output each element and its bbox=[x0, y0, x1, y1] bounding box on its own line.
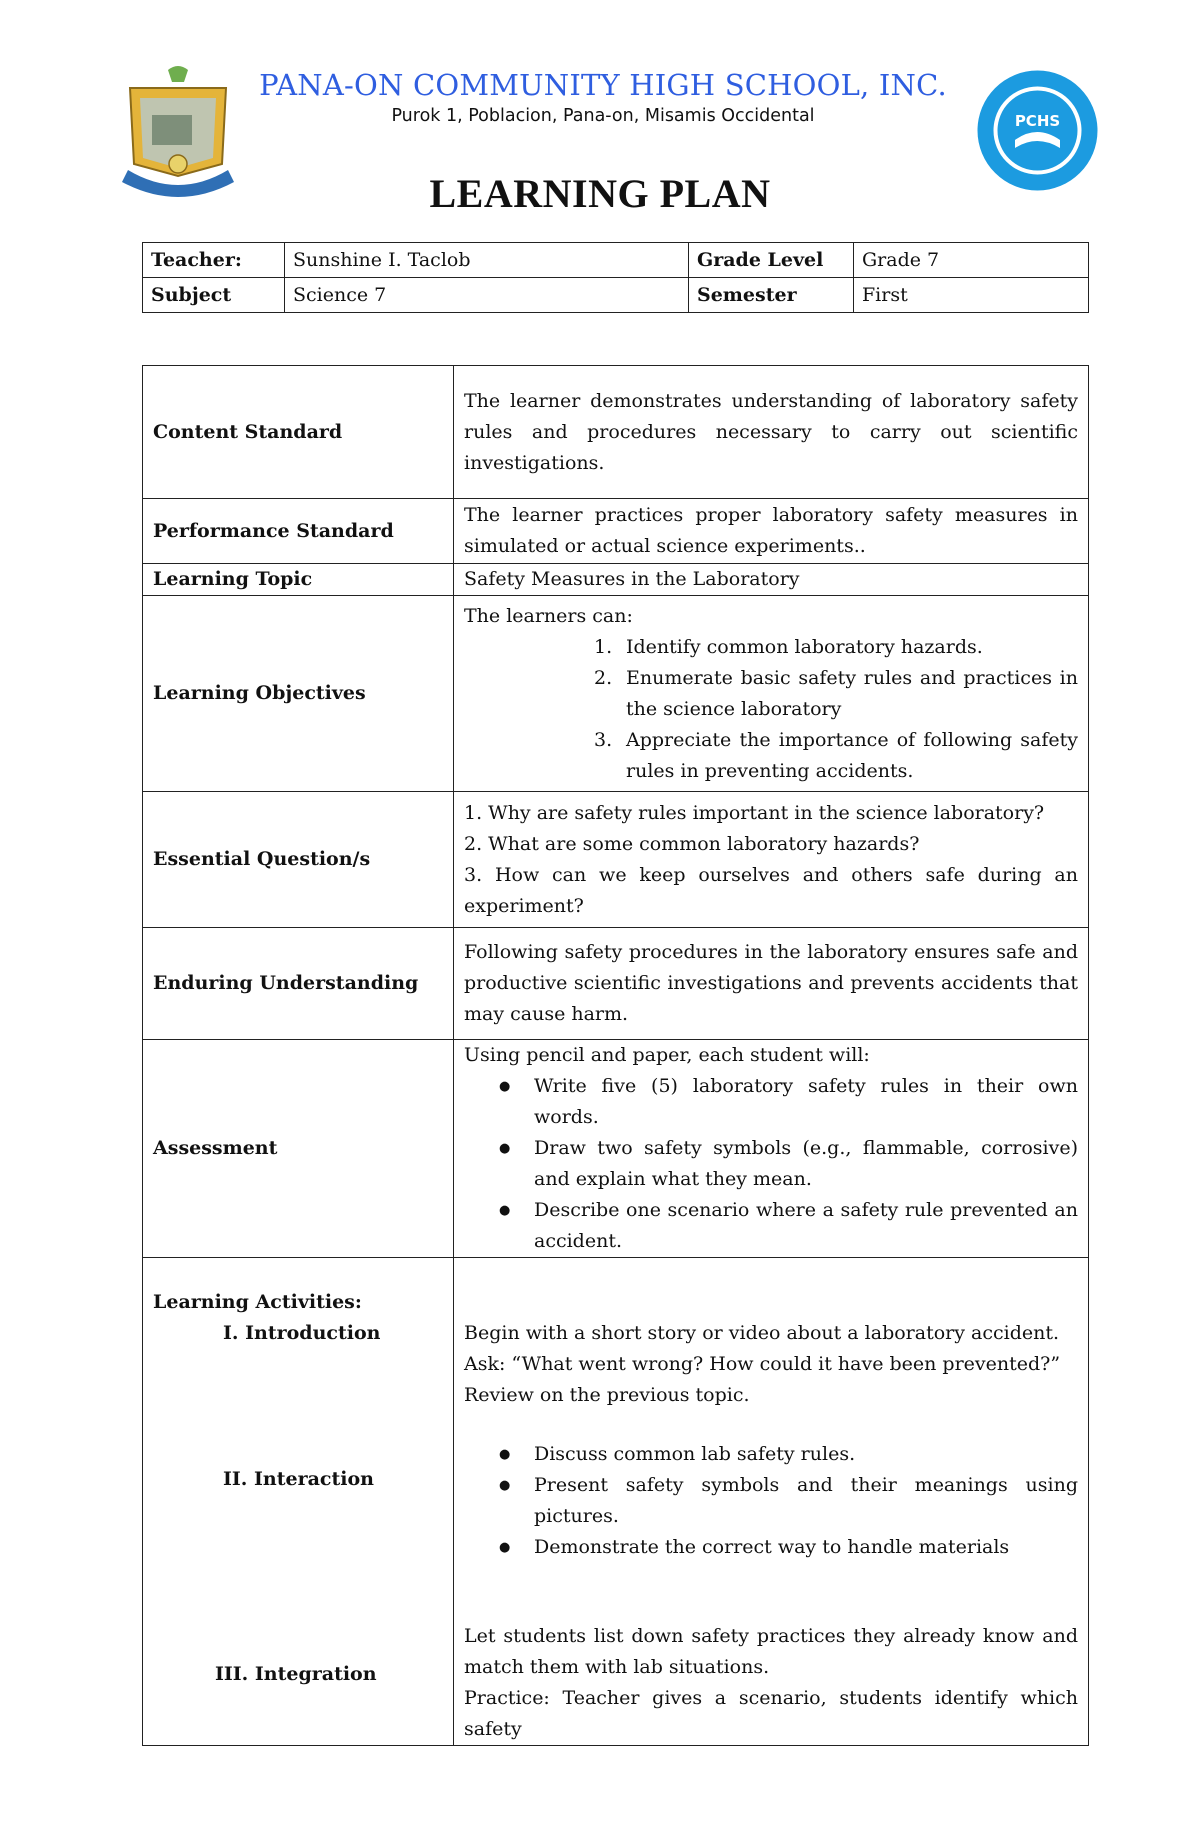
objectives-intro: The learners can: bbox=[464, 604, 633, 627]
objectives-list bbox=[464, 632, 1078, 787]
content-standard-text: The learner demonstrates understanding of laboratory safety rules and procedures necessary to carry out scientific investigations. bbox=[454, 366, 1089, 499]
row-learning-topic bbox=[143, 564, 1089, 596]
learning-activities-label-cell bbox=[143, 1258, 454, 1746]
teacher-value: Sunshine I. Taclob bbox=[285, 243, 689, 278]
objective-text: Identify common laboratory hazards. bbox=[626, 635, 983, 658]
list-item bbox=[464, 663, 1078, 725]
row-essential-questions bbox=[143, 792, 1089, 928]
learning-topic-label: Learning Topic bbox=[143, 564, 454, 596]
list-item bbox=[464, 632, 1078, 663]
introduction-label: I. Introduction bbox=[223, 1322, 381, 1344]
row-learning-activities bbox=[143, 1258, 1089, 1746]
semester-value: First bbox=[854, 278, 1089, 313]
objective-number: 1. bbox=[594, 635, 613, 658]
essential-question: 1. Why are safety rules important in the science laboratory? bbox=[464, 801, 1045, 824]
assessment-list bbox=[464, 1071, 1078, 1257]
row-content-standard bbox=[143, 366, 1089, 499]
learning-objectives-cell bbox=[454, 596, 1089, 792]
info-row-2 bbox=[143, 278, 1089, 313]
objective-number: 3. bbox=[594, 728, 613, 751]
essential-questions-cell bbox=[454, 792, 1089, 928]
essential-question: 2. What are some common laboratory hazards? bbox=[464, 832, 920, 855]
interaction-list bbox=[464, 1439, 1078, 1563]
performance-standard-label: Performance Standard bbox=[143, 499, 454, 564]
integration-line: Let students list down safety practices they already know and match them with lab situations. bbox=[464, 1625, 1078, 1678]
essential-questions-label: Essential Question/s bbox=[143, 792, 454, 928]
learning-activities-label: Learning Activities: bbox=[153, 1291, 362, 1313]
integration-label: III. Integration bbox=[215, 1663, 377, 1685]
row-enduring-understanding bbox=[143, 928, 1089, 1040]
objective-text: Enumerate basic safety rules and practices in the science laboratory bbox=[626, 666, 1078, 720]
list-item: ● Write five (5) laboratory safety rules in their own words. bbox=[464, 1071, 1078, 1133]
subject-value: Science 7 bbox=[285, 278, 689, 313]
learning-objectives-label: Learning Objectives bbox=[143, 596, 454, 792]
grade-level-label: Grade Level bbox=[689, 243, 854, 278]
integration-line: Practice: Teacher gives a scenario, students identify which safety bbox=[464, 1687, 1078, 1740]
learning-topic-text: Safety Measures in the Laboratory bbox=[454, 564, 1089, 596]
school-name: PANA-ON COMMUNITY HIGH SCHOOL, INC. bbox=[259, 68, 947, 102]
list-item: ● Present safety symbols and their meanings using pictures. bbox=[464, 1470, 1078, 1532]
content-standard-label: Content Standard bbox=[143, 366, 454, 499]
objective-text: Appreciate the importance of following safety rules in preventing accidents. bbox=[626, 728, 1078, 782]
introduction-line: Ask: “What went wrong? How could it have been prevented?” bbox=[464, 1353, 1061, 1375]
right-seal-text: PCHS bbox=[1014, 112, 1061, 130]
introduction-line: Begin with a short story or video about a laboratory accident. bbox=[464, 1322, 1060, 1344]
page-title: LEARNING PLAN bbox=[429, 171, 771, 216]
grade-level-value: Grade 7 bbox=[854, 243, 1089, 278]
assessment-label: Assessment bbox=[143, 1040, 454, 1258]
teacher-label: Teacher: bbox=[143, 243, 285, 278]
performance-standard-text: The learner practices proper laboratory safety measures in simulated or actual science experiments.. bbox=[454, 499, 1089, 564]
row-assessment bbox=[143, 1040, 1089, 1258]
assessment-intro: Using pencil and paper, each student will: bbox=[464, 1044, 870, 1066]
assessment-cell bbox=[454, 1040, 1089, 1258]
school-address: Purok 1, Poblacion, Pana-on, Misamis Occidental bbox=[391, 106, 815, 126]
list-item: ● Demonstrate the correct way to handle materials bbox=[464, 1532, 1078, 1563]
list-item bbox=[464, 725, 1078, 787]
learning-plan-table bbox=[142, 365, 1089, 1746]
row-performance-standard bbox=[143, 499, 1089, 564]
list-item: ● Draw two safety symbols (e.g., flammable, corrosive) and explain what they mean. bbox=[464, 1133, 1078, 1195]
list-item: ● Describe one scenario where a safety rule prevented an accident. bbox=[464, 1195, 1078, 1257]
essential-question: 3. How can we keep ourselves and others safe during an experiment? bbox=[464, 863, 1078, 917]
list-item: ● Discuss common lab safety rules. bbox=[464, 1439, 1078, 1470]
row-learning-objectives bbox=[143, 596, 1089, 792]
subject-label: Subject bbox=[143, 278, 285, 313]
enduring-understanding-text: Following safety procedures in the laboratory ensures safe and productive scientific investigations and prevents accidents that may cause harm. bbox=[454, 928, 1089, 1040]
learning-activities-cell bbox=[454, 1258, 1089, 1746]
interaction-label: II. Interaction bbox=[223, 1468, 374, 1490]
introduction-line: Review on the previous topic. bbox=[464, 1384, 750, 1406]
info-row-1 bbox=[143, 243, 1089, 278]
objective-number: 2. bbox=[594, 666, 613, 689]
enduring-understanding-label: Enduring Understanding bbox=[143, 928, 454, 1040]
semester-label: Semester bbox=[689, 278, 854, 313]
teacher-info-table bbox=[142, 242, 1089, 313]
